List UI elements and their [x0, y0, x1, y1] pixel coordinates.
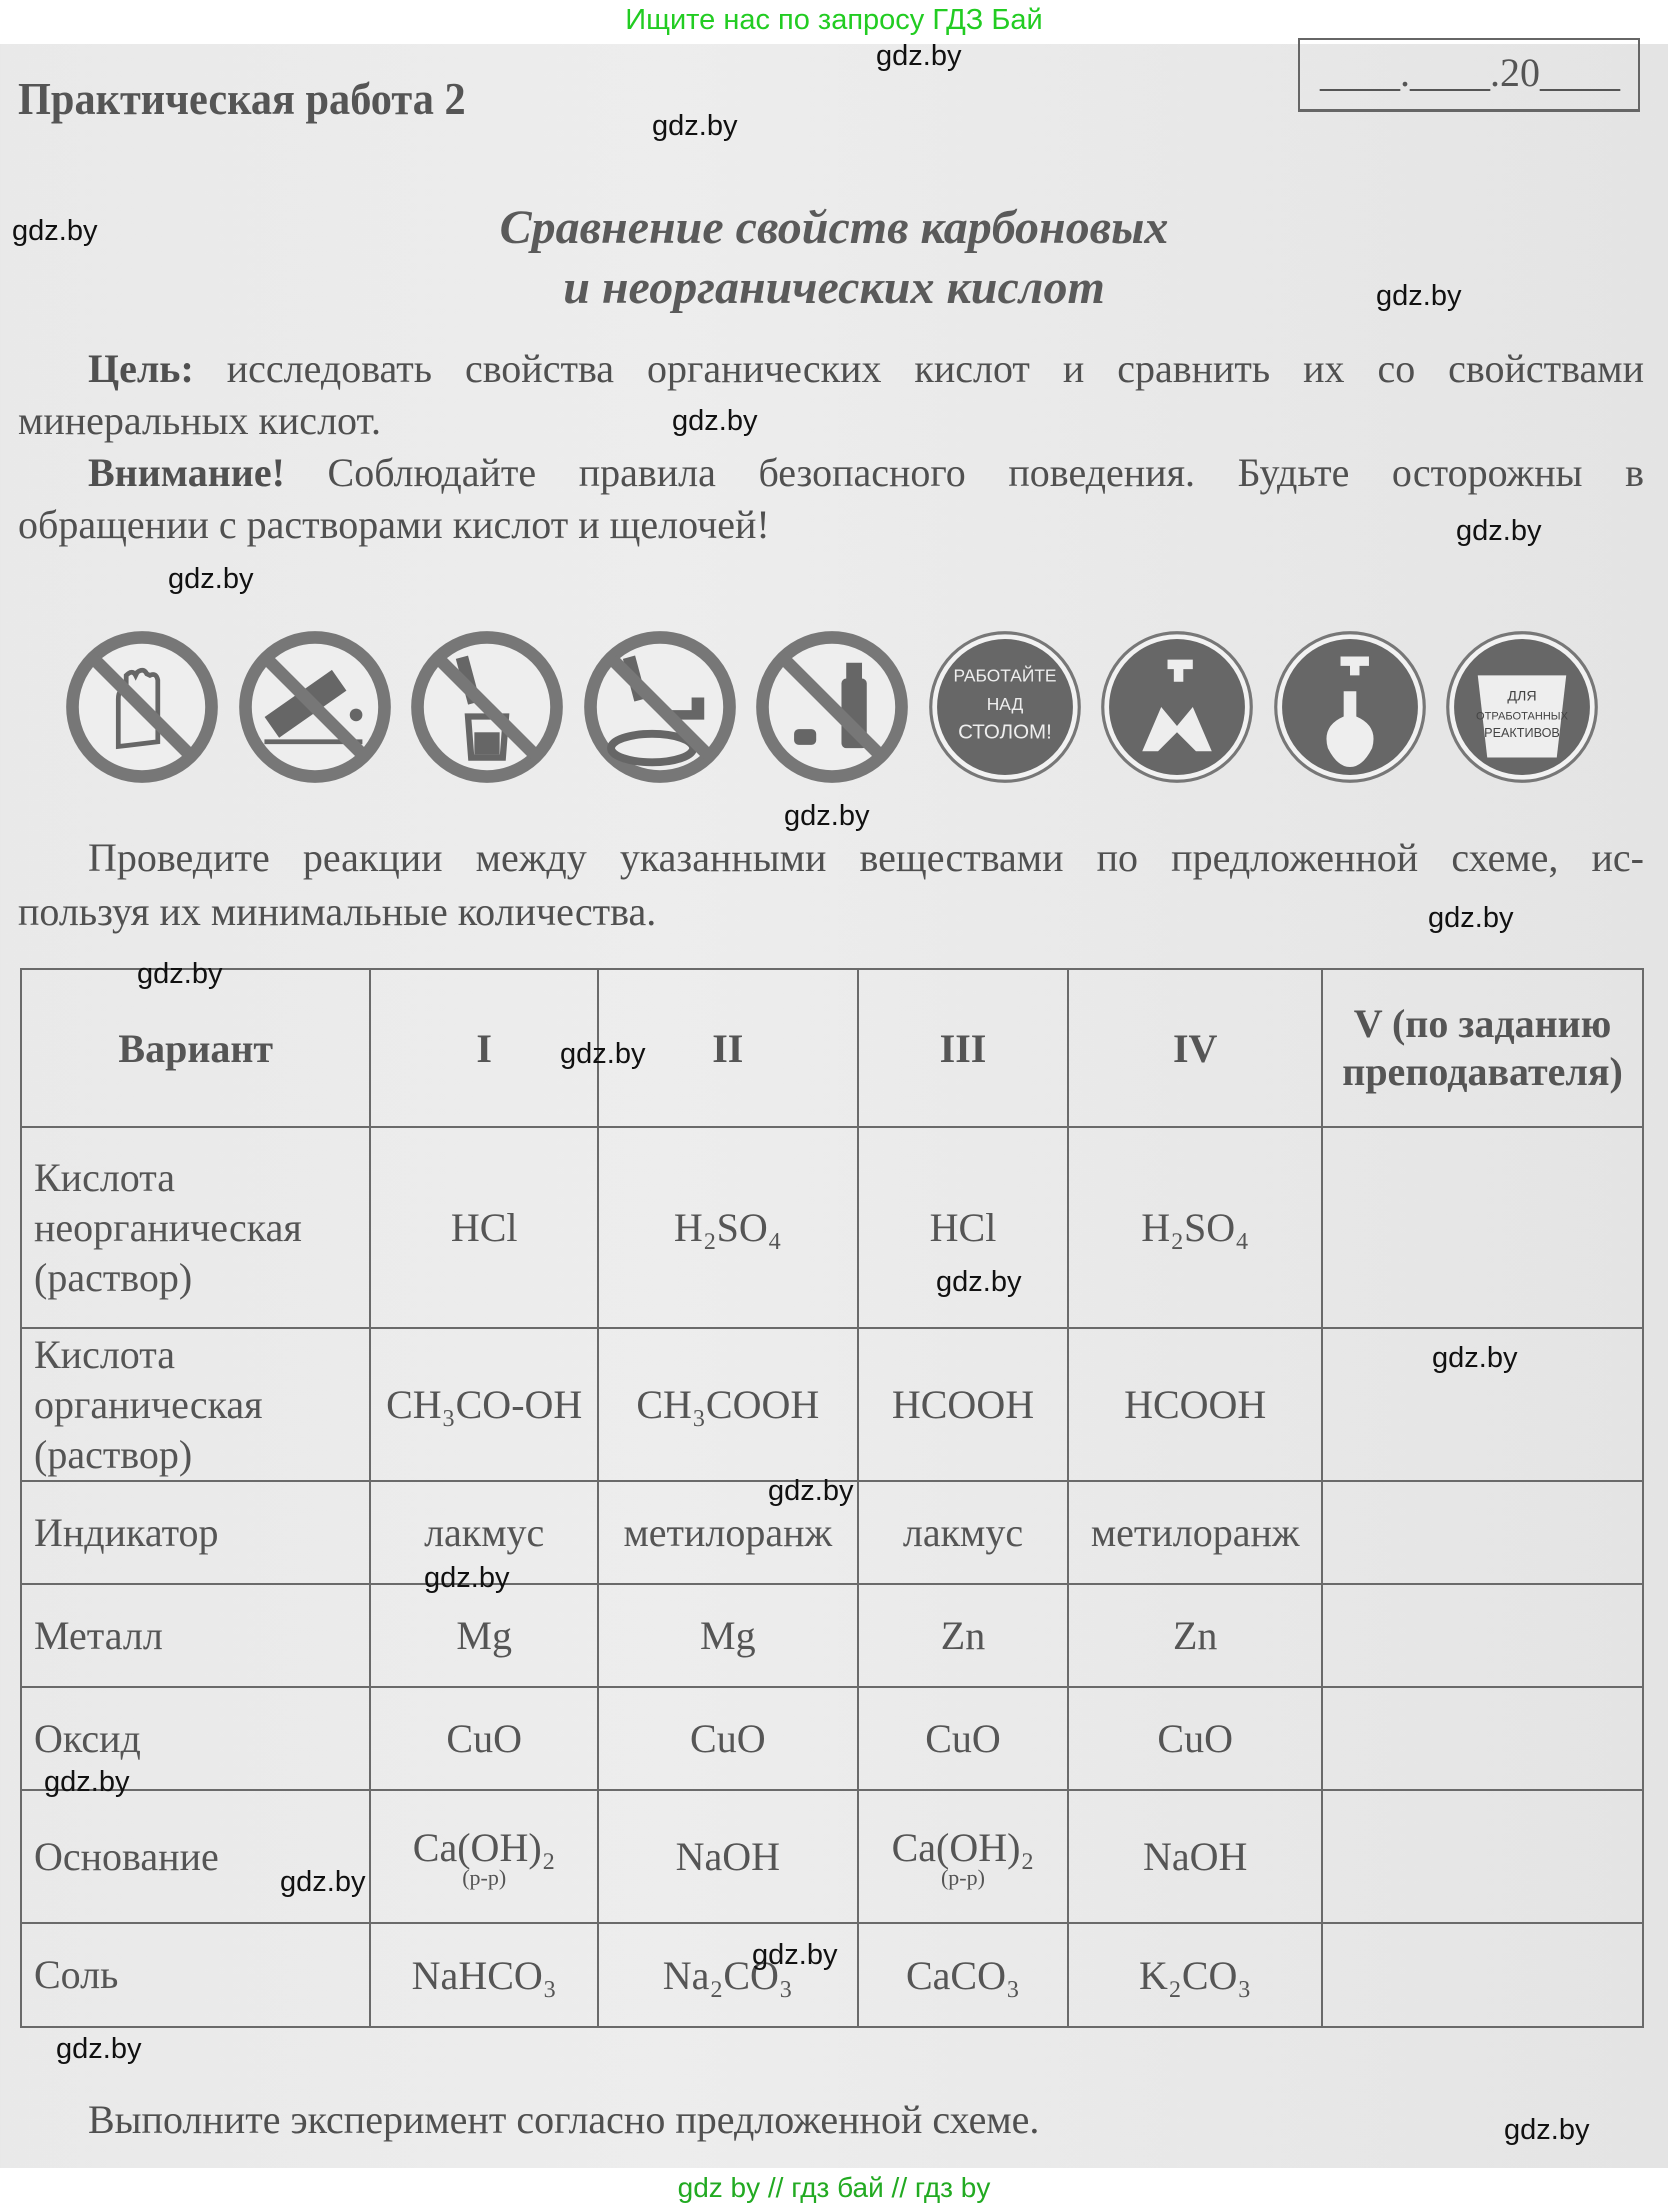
watermark: gdz.by: [1456, 515, 1542, 547]
footer-links[interactable]: gdz by // гдз бай // гдз by: [0, 2168, 1668, 2208]
cell-value: Ca(OH)₂: [891, 1825, 1035, 1870]
cell-value: CuO: [446, 1716, 522, 1761]
cell-value: Mg: [456, 1613, 512, 1658]
table-cell: [1068, 1328, 1322, 1481]
header-iv: IV: [1068, 969, 1322, 1127]
header-ii: II: [598, 969, 858, 1127]
cell-value: H₂SO₄: [1141, 1205, 1250, 1250]
row-label: Оксид: [21, 1687, 370, 1790]
cell-value: метилоранж: [1090, 1510, 1300, 1555]
watermark: gdz.by: [672, 405, 758, 437]
row-label: Индикатор: [21, 1481, 370, 1584]
wash-hands-icon: [1098, 628, 1256, 786]
watermark: gdz.by: [280, 1866, 366, 1898]
cell-value: NaHCO₃: [411, 1952, 557, 1998]
table-row: [21, 1584, 1643, 1687]
watermark: gdz.by: [1428, 902, 1514, 934]
row-label: Соль: [21, 1923, 370, 2027]
watermark: gdz.by: [1504, 2114, 1590, 2146]
cell-value: HCOOH: [891, 1382, 1035, 1427]
cell-value: K₂CO₃: [1139, 1952, 1252, 1998]
table-cell: [370, 1328, 597, 1481]
subtitle-line-1: Сравнение свойств карбоновых: [499, 201, 1169, 254]
table-cell: [1068, 1790, 1322, 1923]
cell-value: H₂SO₄: [673, 1205, 782, 1250]
watermark: gdz.by: [784, 800, 870, 832]
table-row: [21, 1790, 1643, 1923]
table-cell: [1068, 1923, 1322, 2027]
table-cell: [370, 1923, 597, 2027]
no-pour-drain-icon: [581, 628, 739, 786]
table-cell: [1322, 1481, 1643, 1584]
instruction-line-2: пользуя их минимальные количества.: [18, 889, 657, 934]
closing-text: Выполните эксперимент согласно предложенной схеме.: [88, 2097, 1040, 2142]
watermark: gdz.by: [1376, 280, 1462, 312]
cell-note: (р-р): [462, 1865, 507, 1890]
work-over-table-icon: [926, 628, 1084, 786]
watermark: gdz.by: [752, 1939, 838, 1971]
table-cell: [1322, 1790, 1643, 1923]
cell-value: Zn: [1172, 1613, 1218, 1658]
icon-text: ДЛЯ: [1507, 688, 1537, 705]
table-cell: [858, 1790, 1069, 1923]
header-i: I: [370, 969, 597, 1127]
cell-value: метилоранж: [623, 1510, 833, 1555]
watermark: gdz.by: [1432, 1342, 1518, 1374]
icon-text: РАБОТАЙТЕ: [953, 665, 1057, 686]
cell-value: HCOOH: [1124, 1382, 1267, 1427]
watermark: gdz.by: [768, 1475, 854, 1507]
cell-value: CuO: [925, 1716, 1001, 1761]
watermark: gdz.by: [424, 1562, 510, 1594]
watermark: gdz.by: [12, 215, 98, 247]
watermark: gdz.by: [560, 1038, 646, 1070]
warning-text: Соблюдайте правила безопасного поведения. Будьте осторожны в: [327, 450, 1645, 495]
table-cell: [598, 1790, 858, 1923]
watermark: gdz.by: [876, 40, 962, 72]
goal-text: исследовать свойства органических кислот и сравнить их со свойствами: [226, 346, 1644, 391]
table-cell: [1322, 1584, 1643, 1687]
row-label: Кислота неорганическая (раствор): [21, 1127, 370, 1328]
cell-value: лакмус: [902, 1510, 1024, 1555]
cell-value: NaOH: [675, 1834, 781, 1879]
table-cell: [858, 1687, 1069, 1790]
date-field: ____.____.20____: [1298, 38, 1640, 112]
table-cell: [598, 1127, 858, 1328]
watermark: gdz.by: [652, 110, 738, 142]
table-header-row: [21, 969, 1643, 1127]
goal-line-1: [88, 345, 1644, 393]
header-variant: Вариант: [21, 969, 370, 1127]
table-cell: [1322, 1923, 1643, 2027]
table-row: [21, 1687, 1643, 1790]
header-v: V (по заданию преподавателя): [1322, 969, 1643, 1127]
table-row: [21, 1328, 1643, 1481]
table-cell: [858, 1584, 1069, 1687]
cell-value: HCl: [929, 1205, 997, 1250]
table-cell: [370, 1127, 597, 1328]
no-taste-icon: [408, 628, 566, 786]
table-cell: [598, 1328, 858, 1481]
cell-value: CH₃CO-OH: [386, 1382, 583, 1427]
no-open-bottle-icon: [753, 628, 911, 786]
watermark: gdz.by: [137, 958, 223, 990]
goal-label: Цель:: [88, 346, 194, 391]
watermark: gdz.by: [56, 2033, 142, 2065]
cell-value: лакмус: [424, 1510, 545, 1555]
no-spill-icon: [236, 628, 394, 786]
watermark: gdz.by: [44, 1766, 130, 1798]
watermark: gdz.by: [936, 1266, 1022, 1298]
table-cell: [370, 1790, 597, 1923]
icon-text: СТОЛОМ!: [958, 720, 1052, 744]
cell-value: Na₂CO₃: [662, 1952, 793, 1998]
table-cell: [1068, 1127, 1322, 1328]
icon-text: НАД: [986, 694, 1024, 715]
table-cell: [370, 1584, 597, 1687]
rinse-flask-icon: [1271, 628, 1429, 786]
table-cell: [1068, 1481, 1322, 1584]
header-iii: III: [858, 969, 1069, 1127]
warning-line-1: [88, 449, 1644, 497]
table-cell: [598, 1584, 858, 1687]
icon-text: ОТРАБОТАННЫХ: [1476, 710, 1568, 723]
table-cell: [858, 1328, 1069, 1481]
page-title: Практическая работа 2: [18, 73, 466, 124]
table-cell: [1068, 1687, 1322, 1790]
cell-value: HCl: [450, 1205, 518, 1250]
warning-label: Внимание!: [88, 450, 285, 495]
row-label: Основание: [21, 1790, 370, 1923]
table-cell: [858, 1481, 1069, 1584]
cell-value: Ca(OH)₂: [412, 1825, 556, 1870]
cell-note: (р-р): [940, 1865, 985, 1890]
table-cell: [1068, 1584, 1322, 1687]
table-cell: [1322, 1687, 1643, 1790]
cell-value: CuO: [690, 1716, 766, 1761]
goal-line-2: минеральных кислот.: [18, 398, 381, 443]
row-label: Кислота органическая (раствор): [21, 1328, 370, 1481]
cell-value: NaOH: [1142, 1834, 1248, 1879]
table-row: [21, 1127, 1643, 1328]
watermark: gdz.by: [168, 563, 254, 595]
safety-icons: [63, 628, 1623, 788]
no-touch-hand-icon: [63, 628, 221, 786]
warning-line-2: обращении с растворами кислот и щелочей!: [18, 502, 770, 547]
table-cell: [1322, 1127, 1643, 1328]
cell-value: Mg: [700, 1613, 756, 1658]
instruction-line-1: Проведите реакции между указанными веществами по предложенной схеме, ис-: [88, 835, 1644, 880]
table-cell: [370, 1687, 597, 1790]
cell-value: CuO: [1157, 1716, 1233, 1761]
cell-value: CH₃COOH: [636, 1382, 820, 1427]
cell-value: Zn: [940, 1613, 986, 1658]
icon-text: РЕАКТИВОВ: [1484, 726, 1560, 741]
waste-container-icon: [1443, 628, 1601, 786]
subtitle-line-2: и неорганических кислот: [563, 261, 1105, 314]
table-cell: [858, 1923, 1069, 2027]
table-cell: [598, 1687, 858, 1790]
cell-value: CaCO₃: [906, 1952, 1020, 1998]
search-banner[interactable]: Ищите нас по запросу ГДЗ Бай: [0, 0, 1668, 44]
row-label: Металл: [21, 1584, 370, 1687]
